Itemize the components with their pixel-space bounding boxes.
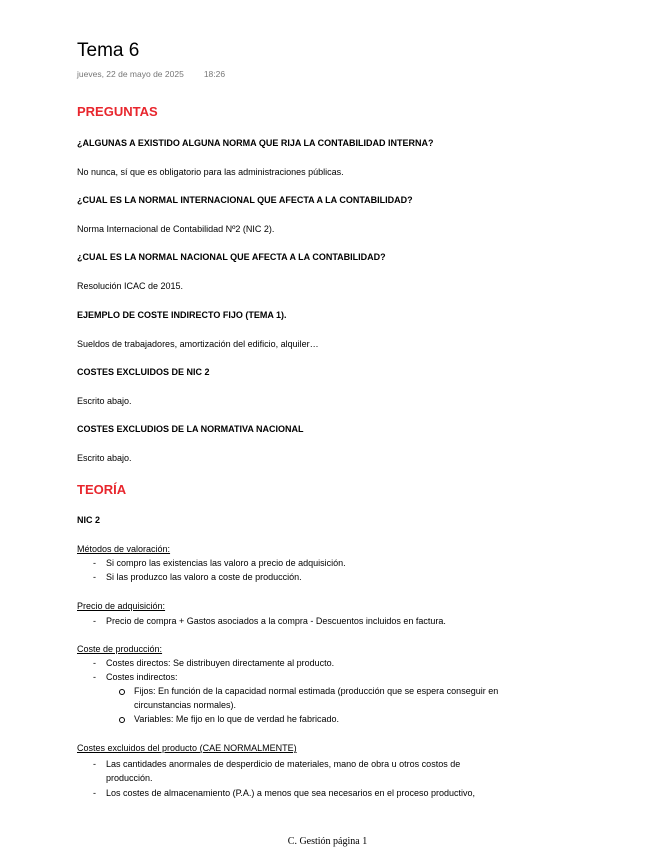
bullet-circle-icon bbox=[119, 689, 125, 695]
bullet-circle-icon bbox=[119, 717, 125, 723]
excluidos-heading: Costes excluidos del producto (CAE NORMALMENTE) bbox=[77, 743, 297, 753]
bullet-dash: - bbox=[93, 616, 96, 626]
section-heading-preguntas: PREGUNTAS bbox=[77, 104, 158, 119]
bullet-dash: - bbox=[93, 658, 96, 668]
question-3: ¿CUAL ES LA NORMAL NACIONAL QUE AFECTA A LA CONTABILIDAD? bbox=[77, 252, 386, 262]
bullet-dash: - bbox=[93, 558, 96, 568]
nic2-heading: NIC 2 bbox=[77, 515, 101, 525]
answer-1: No nunca, sí que es obligatorio para las administraciones públicas. bbox=[77, 167, 344, 177]
precio-item-1: Precio de compra + Gastos asociados a la compra - Descuentos incluidos en factura. bbox=[106, 616, 446, 626]
section-heading-teoria: TEORÍA bbox=[77, 482, 127, 497]
coste-item-1: Costes directos: Se distribuyen directamente al producto. bbox=[106, 658, 335, 668]
bullet-dash: - bbox=[93, 572, 96, 582]
question-6: COSTES EXCLUDIOS DE LA NORMATIVA NACIONAL bbox=[77, 424, 304, 434]
question-4: EJEMPLO DE COSTE INDIRECTO FIJO (TEMA 1). bbox=[77, 310, 287, 320]
coste-subitem-1: Fijos: En función de la capacidad normal estimada (producción que se espera conseguir en bbox=[134, 686, 499, 696]
page-meta bbox=[77, 69, 225, 79]
excluidos-item-2: Los costes de almacenamiento (P.A.) a menos que sea necesarios en el proceso productivo, bbox=[106, 788, 476, 798]
coste-heading: Coste de producción: bbox=[77, 644, 163, 654]
question-2: ¿CUAL ES LA NORMAL INTERNACIONAL QUE AFECTA A LA CONTABILIDAD? bbox=[77, 195, 413, 205]
question-5: COSTES EXCLUIDOS DE NIC 2 bbox=[77, 367, 210, 377]
coste-subitem-1-cont: circunstancias normales). bbox=[134, 700, 237, 710]
bullet-dash: - bbox=[93, 672, 96, 682]
question-1: ¿ALGUNAS A EXISTIDO ALGUNA NORMA QUE RIJA LA CONTABILIDAD INTERNA? bbox=[77, 138, 434, 148]
bullet-dash: - bbox=[93, 759, 96, 769]
coste-subitem-2: Variables: Me fijo en lo que de verdad he fabricado. bbox=[134, 714, 339, 724]
answer-2: Norma Internacional de Contabilidad Nº2 (NIC 2). bbox=[77, 224, 275, 234]
bullet-dash: - bbox=[93, 788, 96, 798]
answer-4: Sueldos de trabajadores, amortización del edificio, alquiler… bbox=[77, 339, 319, 349]
page-date: jueves, 22 de mayo de 2025 bbox=[77, 69, 184, 79]
metodos-heading: Métodos de valoración: bbox=[77, 544, 171, 554]
page-footer: C. Gestión página 1 bbox=[287, 836, 368, 847]
page-time: 18:26 bbox=[203, 69, 226, 79]
answer-6: Escrito abajo. bbox=[77, 453, 132, 463]
precio-heading: Precio de adquisición: bbox=[77, 601, 166, 611]
metodos-item-1: Si compro las existencias las valoro a precio de adquisición. bbox=[106, 558, 346, 568]
answer-3: Resolución ICAC de 2015. bbox=[77, 281, 184, 291]
excluidos-item-1-cont: producción. bbox=[106, 773, 153, 783]
excluidos-item-1: Las cantidades anormales de desperdicio de materiales, mano de obra u otros costos de bbox=[106, 759, 461, 769]
page-title: Tema 6 bbox=[77, 40, 140, 61]
answer-5: Escrito abajo. bbox=[77, 396, 132, 406]
metodos-item-2: Si las produzco las valoro a coste de producción. bbox=[106, 572, 302, 582]
coste-item-2: Costes indirectos: bbox=[106, 672, 178, 682]
